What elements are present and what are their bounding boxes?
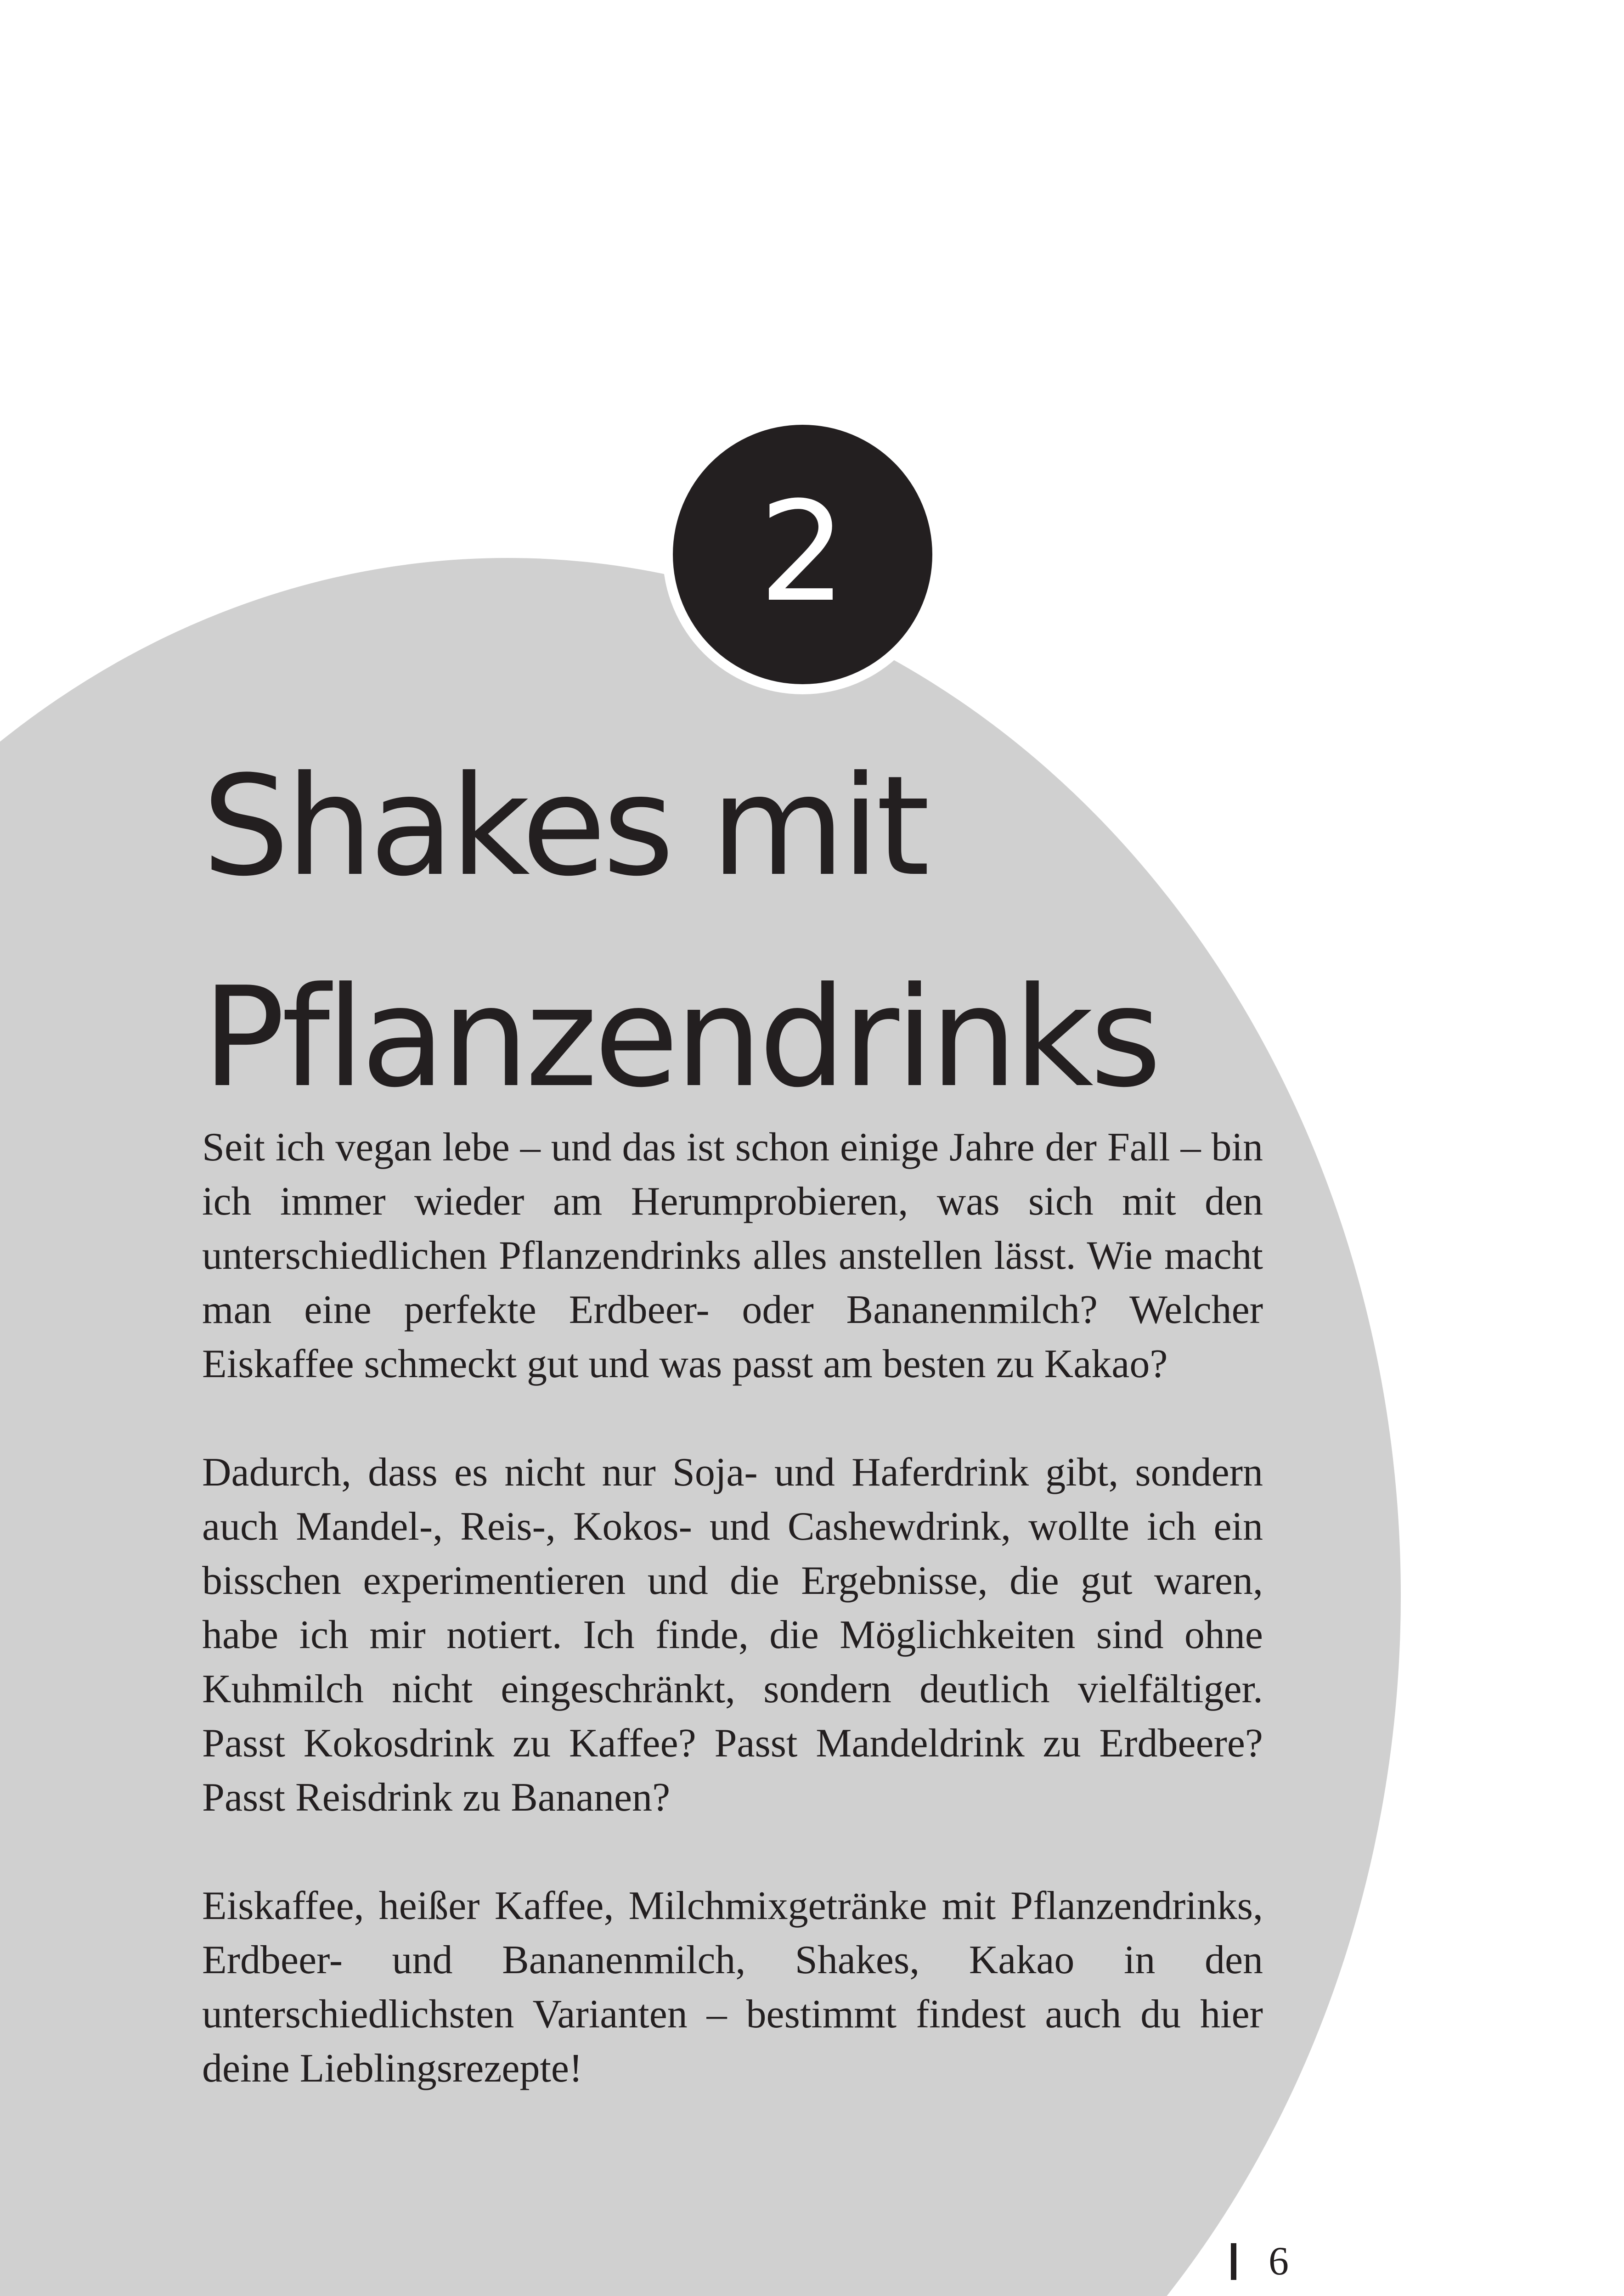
page-footer — [1231, 2232, 1289, 2291]
paragraph-1: Seit ich vegan lebe – und das ist schon einige Jahre der Fall – bin ich immer wieder am Herumprobieren, was sich mit den unterschiedlichen Pflanzendrinks alles anstellen lässt. Wie macht man eine perfekte Erdbeer- oder Bananenmilch? Welcher Eiskaffee schmeckt gut und was passt am besten zu Kakao? — [202, 1125, 1263, 1386]
chapter-title-line-2: Pflanzendrinks — [202, 957, 1158, 1118]
chapter-title — [202, 721, 1396, 1143]
paragraph-2: Dadurch, dass es nicht nur Soja- und Haferdrink gibt, sondern auch Mandel-, Reis-, Kokos- und Cashewdrink, wollte ich ein bisschen experimentieren und die Ergebnisse, die gut waren, habe ich mir notiert. Ich finde, die Möglichkeiten sind ohne Kuhmilch nicht eingeschränkt, sondern deutlich vielfältiger. Passt Kokosdrink zu Kaffee? Passt Mandeldrink zu Erdbeere? Passt Reisdrink zu Bananen? — [202, 1450, 1263, 1820]
body-text — [202, 1120, 1263, 2150]
page-number: 6 — [1269, 2239, 1289, 2284]
chapter-number-badge — [673, 425, 932, 684]
chapter-title-line-1: Shakes mit — [202, 746, 926, 906]
paragraph-3: Eiskaffee, heißer Kaffee, Milchmixgetränke mit Pflanzendrinks, Erdbeer- und Bananenmilch, Shakes, Kakao in den unterschiedlichsten Varianten – bestimmt findest auch du hier deine Lieblingsrezepte! — [202, 1884, 1263, 2091]
chapter-number: 2 — [759, 472, 846, 632]
page-number-divider — [1231, 2243, 1236, 2280]
